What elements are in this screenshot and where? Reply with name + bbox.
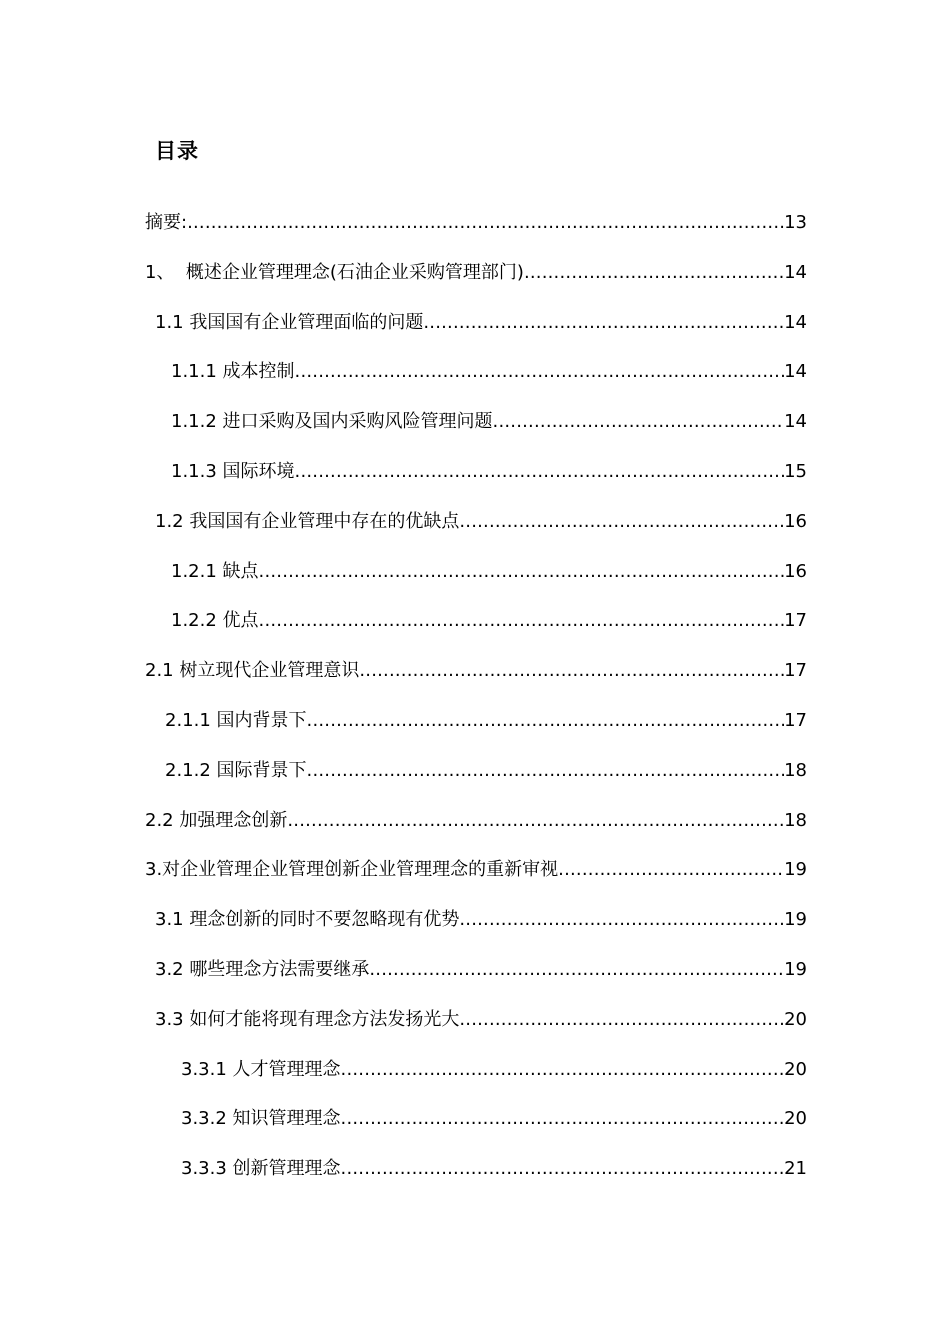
toc-dot-leader <box>423 308 784 338</box>
toc-page-number: 20 <box>784 1008 807 1030</box>
toc-entry-text: 摘要: <box>145 212 188 233</box>
toc-entry-1-2-2[interactable] <box>145 606 807 656</box>
toc-entry-1-1-1[interactable] <box>145 357 807 407</box>
toc-entry-1[interactable] <box>145 258 807 308</box>
toc-entry-1-1-2[interactable] <box>145 407 807 457</box>
toc-dot-leader <box>187 208 784 238</box>
toc-entry-3-1[interactable] <box>145 905 807 955</box>
toc-entry-text: 1、 概述企业管理理念(石油企业采购管理部门) <box>145 261 524 283</box>
toc-entry-1-1-3[interactable] <box>145 457 807 507</box>
toc-title: 目录 <box>155 139 199 163</box>
toc-entry-abstract[interactable] <box>145 208 807 258</box>
toc-entry-1-2[interactable] <box>145 507 807 557</box>
toc-page-number: 14 <box>784 261 807 283</box>
toc-page-number: 19 <box>784 859 807 881</box>
toc-dot-leader <box>459 905 784 935</box>
table-of-contents <box>145 208 807 1204</box>
toc-entry-1-1[interactable] <box>145 308 807 358</box>
toc-entry-3-3-3[interactable] <box>145 1154 807 1204</box>
toc-entry-text: 3.3.2 知识管理理念 <box>181 1108 341 1130</box>
toc-page-number: 14 <box>784 361 807 383</box>
toc-page-number: 15 <box>784 460 807 482</box>
toc-entry-2-1-1[interactable] <box>145 706 807 756</box>
toc-entry-text: 2.1 树立现代企业管理意识 <box>145 660 360 682</box>
toc-page-number: 16 <box>784 510 807 532</box>
toc-dot-leader <box>287 806 784 836</box>
toc-entry-text: 1.2.2 优点 <box>171 610 259 632</box>
toc-page-number: 20 <box>784 1058 807 1080</box>
toc-entry-text: 3.对企业管理企业管理创新企业管理理念的重新审视 <box>145 859 559 881</box>
toc-page-number: 14 <box>784 411 807 433</box>
toc-page-number: 20 <box>784 1108 807 1130</box>
toc-dot-leader <box>459 507 784 537</box>
toc-page-number: 18 <box>784 809 807 831</box>
toc-entry-text: 1.1 我国国有企业管理面临的问题 <box>155 311 424 333</box>
toc-page-number: 21 <box>784 1158 807 1180</box>
toc-dot-leader <box>295 357 785 387</box>
toc-entry-3-2[interactable] <box>145 955 807 1005</box>
toc-page-number: 14 <box>784 311 807 333</box>
toc-entry-3-3-2[interactable] <box>145 1104 807 1154</box>
toc-page-number: 18 <box>784 759 807 781</box>
toc-dot-leader <box>341 1154 785 1184</box>
toc-entry-2-1[interactable] <box>145 656 807 706</box>
toc-entry-text: 3.3.3 创新管理理念 <box>181 1158 341 1180</box>
toc-dot-leader <box>307 706 785 736</box>
toc-entry-text: 3.2 哪些理念方法需要继承 <box>155 958 370 980</box>
toc-dot-leader <box>524 258 784 288</box>
toc-page-number: 17 <box>784 660 807 682</box>
toc-dot-leader <box>259 606 785 636</box>
toc-entry-2-1-2[interactable] <box>145 756 807 806</box>
toc-entry-2-2[interactable] <box>145 806 807 856</box>
toc-dot-leader <box>558 855 784 885</box>
toc-page-number: 19 <box>784 958 807 980</box>
toc-entry-text: 1.2 我国国有企业管理中存在的优缺点 <box>155 510 460 532</box>
toc-entry-text: 3.1 理念创新的同时不要忽略现有优势 <box>155 909 460 931</box>
toc-entry-3-3[interactable] <box>145 1005 807 1055</box>
toc-entry-3[interactable] <box>145 855 807 905</box>
toc-entry-text: 2.2 加强理念创新 <box>145 809 288 831</box>
toc-dot-leader <box>341 1104 785 1134</box>
toc-dot-leader <box>493 407 785 437</box>
toc-entry-text: 3.3 如何才能将现有理念方法发扬光大 <box>155 1008 460 1030</box>
toc-dot-leader <box>307 756 785 786</box>
toc-entry-text: 2.1.1 国内背景下 <box>165 709 307 731</box>
toc-dot-leader <box>359 656 784 686</box>
toc-entry-text: 1.1.2 进口采购及国内采购风险管理问题 <box>171 411 493 433</box>
toc-entry-text: 2.1.2 国际背景下 <box>165 759 307 781</box>
toc-page-number: 17 <box>784 709 807 731</box>
toc-page-number: 13 <box>784 212 807 233</box>
toc-entry-text: 3.3.1 人才管理理念 <box>181 1058 341 1080</box>
toc-entry-1-2-1[interactable] <box>145 557 807 607</box>
toc-dot-leader <box>459 1005 784 1035</box>
toc-entry-3-3-1[interactable] <box>145 1055 807 1105</box>
toc-entry-text: 1.1.3 国际环境 <box>171 460 295 482</box>
toc-entry-text: 1.2.1 缺点 <box>171 560 259 582</box>
toc-dot-leader <box>341 1055 785 1085</box>
toc-dot-leader <box>369 955 784 985</box>
toc-page-number: 19 <box>784 909 807 931</box>
toc-page-number: 16 <box>784 560 807 582</box>
toc-entry-text: 1.1.1 成本控制 <box>171 361 295 383</box>
toc-dot-leader <box>295 457 785 487</box>
toc-dot-leader <box>259 557 785 587</box>
toc-page-number: 17 <box>784 610 807 632</box>
